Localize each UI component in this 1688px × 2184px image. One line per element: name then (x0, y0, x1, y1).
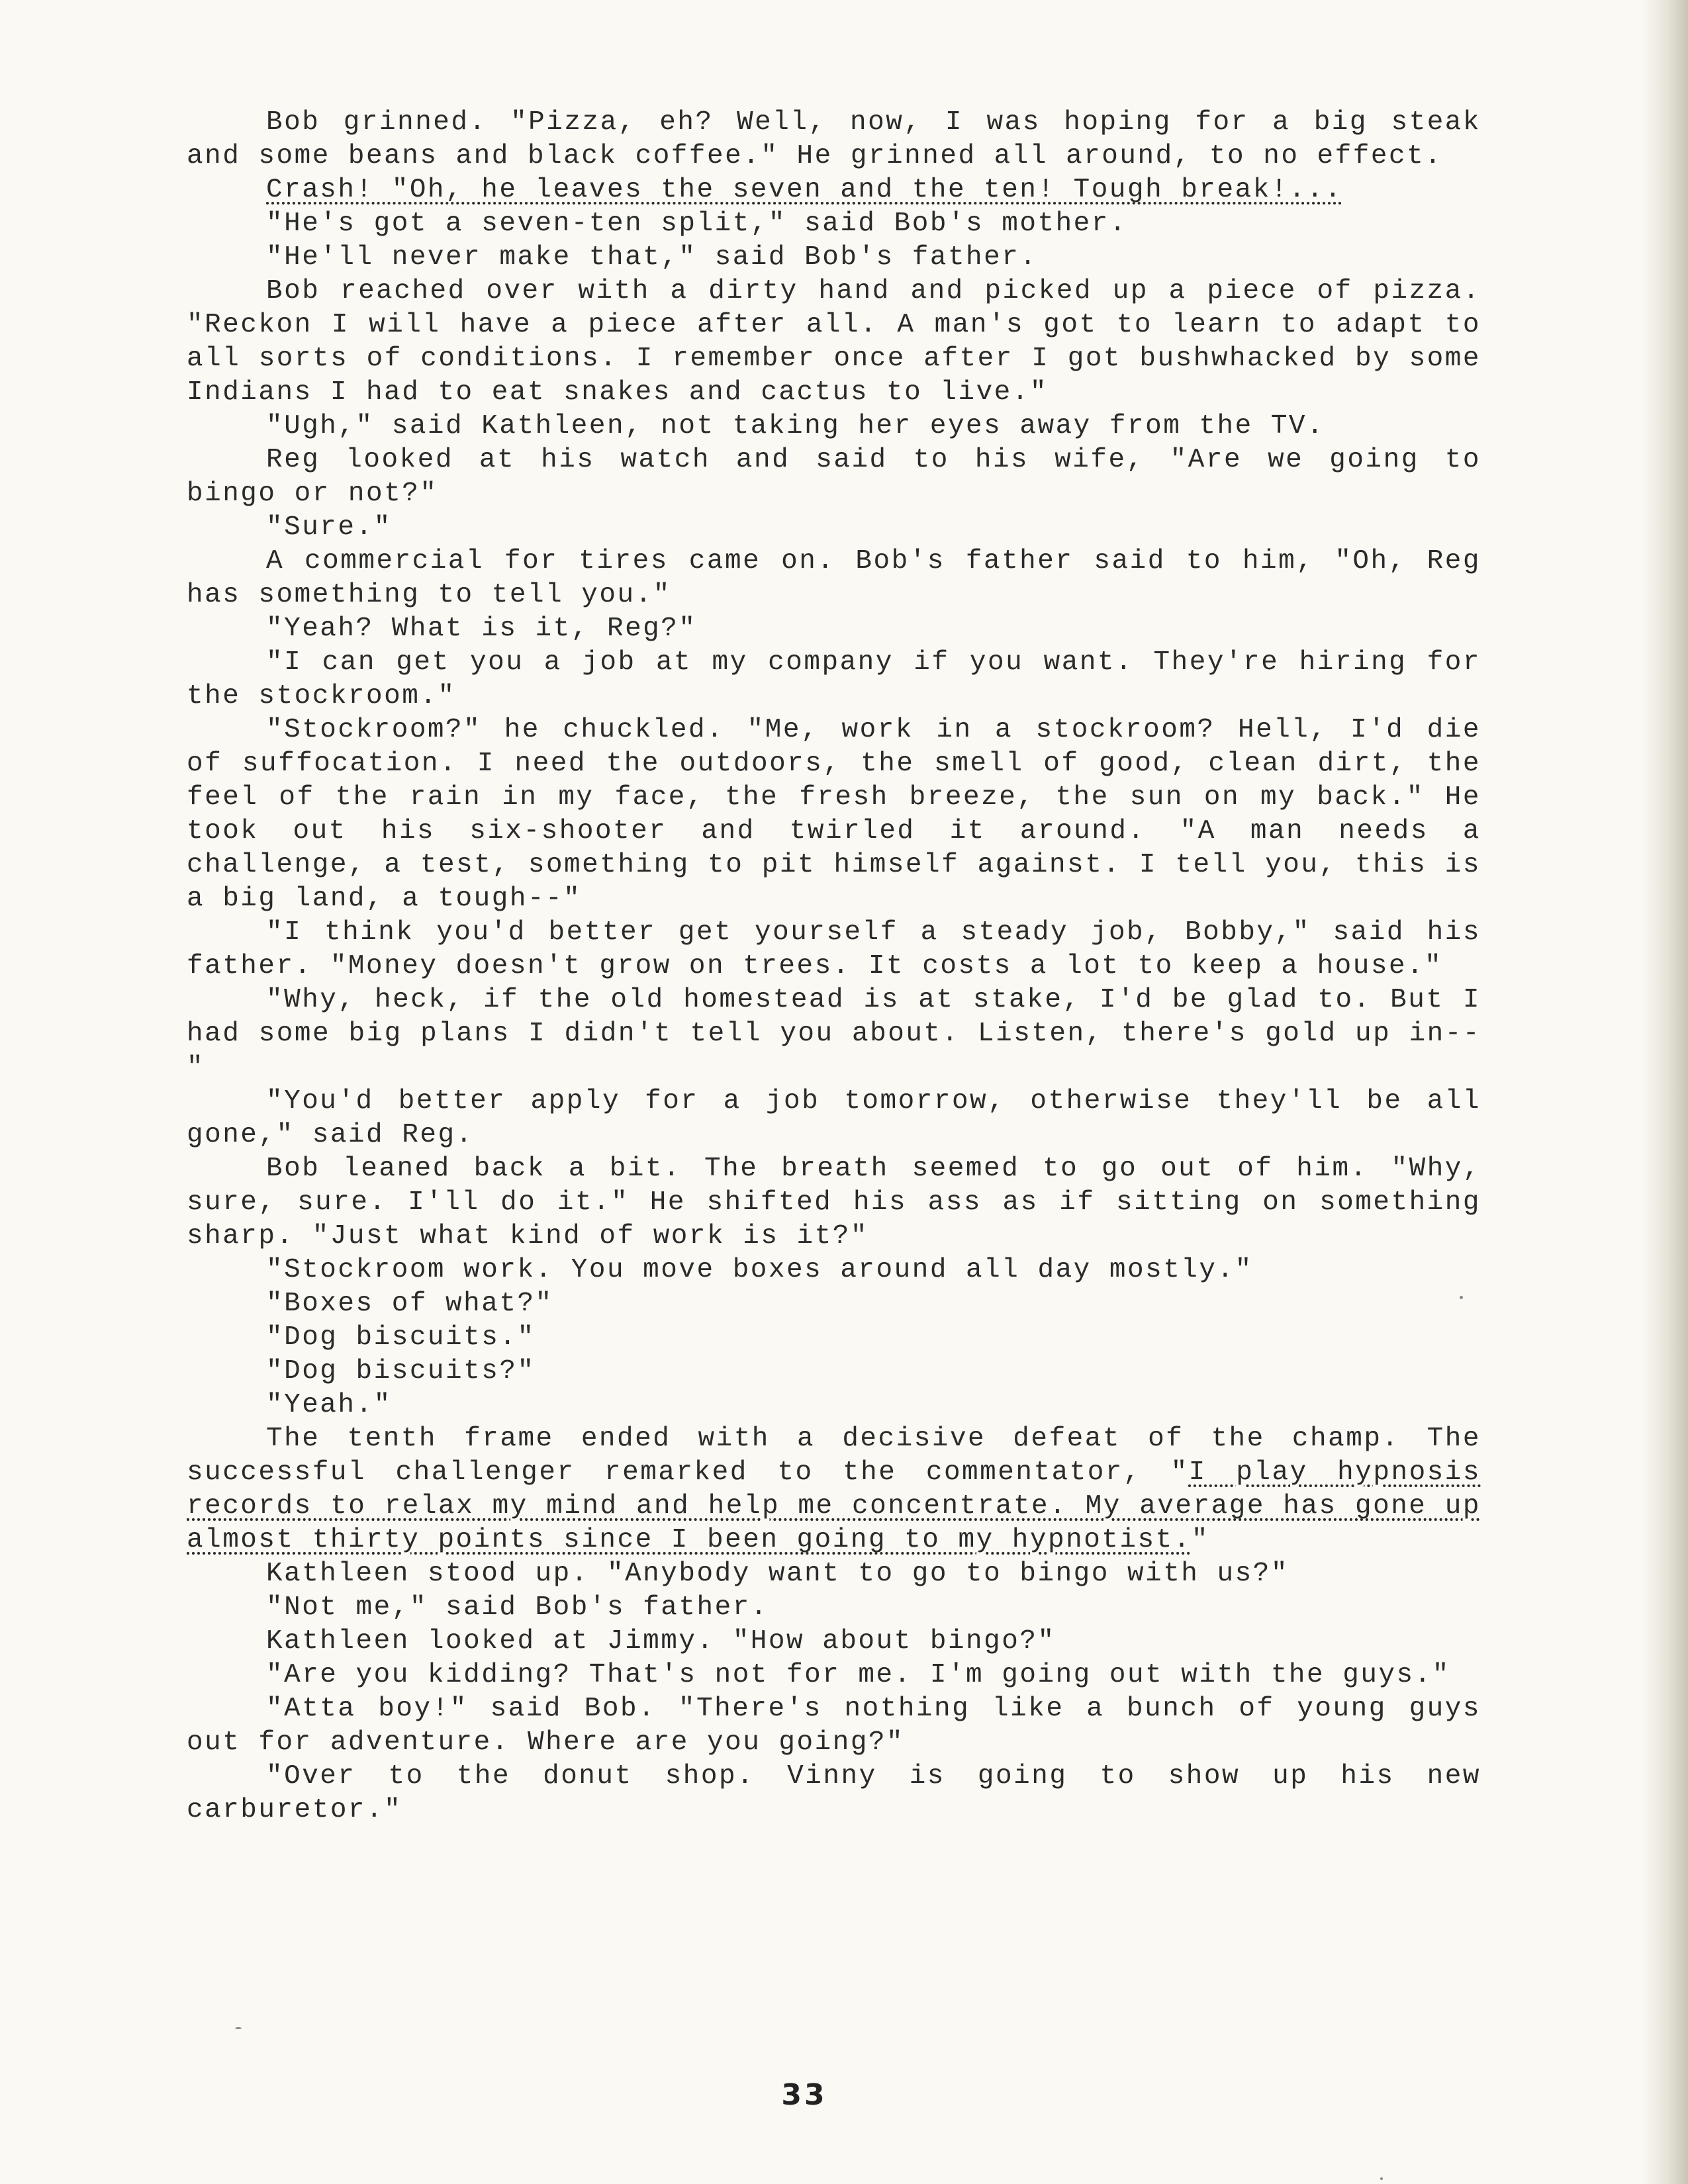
paragraph: "Stockroom?" he chuckled. "Me, work in a stockroom? Hell, I'd die of suffocation. I need the outdoors, the smell of good, clean dirt, the feel of the rain in my face, the fresh breeze, the sun on my back." He took out his six-shooter and twirled it around. "A man needs a challenge, a test, something to pit himself against. I tell you, this is a big land, a tough--" (187, 715, 1481, 914)
paragraph: "Ugh," said Kathleen, not taking her eyes away from the TV. (266, 411, 1325, 441)
paper-speck (1460, 1296, 1463, 1299)
paragraph: "I think you'd better get yourself a steady job, Bobby," said his father. "Money doesn't grow on trees. It costs a lot to keep a house." (187, 917, 1481, 981)
page-binding-shadow (1642, 0, 1688, 2184)
paragraph: "Dog biscuits?" (266, 1356, 536, 1387)
paragraph: "Boxes of what?" (266, 1289, 553, 1319)
paragraph-tv-challenger (187, 1422, 1481, 1557)
underlined-tv-text: I play hypnosis records to relax my mind and help me concentrate. My average has gone up almost thirty points since I been going to my hypnotist. (187, 1457, 1481, 1555)
closing-quote: " (1191, 1525, 1209, 1555)
paragraph: "Over to the donut shop. Vinny is going to show up his new carburetor." (187, 1761, 1481, 1825)
paragraph: "Dog biscuits." (266, 1322, 536, 1353)
paragraph: "Sure." (266, 512, 392, 543)
paragraph: Kathleen looked at Jimmy. "How about bingo?" (266, 1626, 1056, 1657)
paragraph: "Are you kidding? That's not for me. I'm going out with the guys." (266, 1660, 1450, 1690)
paragraph: "You'd better apply for a job tomorrow, otherwise they'll be all gone," said Reg. (187, 1086, 1481, 1150)
paragraph: Bob reached over with a dirty hand and picked up a piece of pizza. "Reckon I will have a piece after all. A man's got to learn to adapt to all sorts of conditions. I remember once after I got bushwhacked by some Indians I had to eat snakes and cactus to live." (187, 276, 1481, 408)
paragraph: Reg looked at his watch and said to his wife, "Are we going to bingo or not?" (187, 445, 1481, 509)
paragraph: Kathleen stood up. "Anybody want to go to bingo with us?" (266, 1559, 1289, 1589)
paragraph: "Why, heck, if the old homestead is at stake, I'd be glad to. But I had some big plans I didn't tell you about. Listen, there's gold up in--" (187, 985, 1481, 1083)
paragraph: Bob leaned back a bit. The breath seemed to go out of him. "Why, sure, sure. I'll do it." He shifted his ass as if sitting on something sharp. "Just what kind of work is it?" (187, 1154, 1481, 1251)
paper-speck (1380, 2177, 1383, 2180)
underlined-tv-text: Crash! "Oh, he leaves the seven and the ten! Tough break!... (266, 175, 1343, 205)
manuscript-text-block (187, 106, 1481, 1827)
paragraph: Bob grinned. "Pizza, eh? Well, now, I was hoping for a big steak and some beans and black coffee." He grinned all around, to no effect. (187, 107, 1481, 171)
paragraph: "He'll never make that," said Bob's father. (266, 242, 1038, 273)
page-number: 33 (781, 2078, 827, 2112)
paragraph: "Yeah." (266, 1390, 392, 1420)
paragraph: "Atta boy!" said Bob. "There's nothing like a bunch of young guys out for adventure. Where are you going?" (187, 1694, 1481, 1758)
paragraph: "I can get you a job at my company if you want. They're hiring for the stockroom." (187, 647, 1481, 711)
paragraph: "Stockroom work. You move boxes around all day mostly." (266, 1255, 1253, 1285)
paragraph: "He's got a seven-ten split," said Bob's mother. (266, 208, 1127, 239)
paragraph: "Not me," said Bob's father. (266, 1592, 769, 1623)
paragraph: A commercial for tires came on. Bob's father said to him, "Oh, Reg has something to tell you." (187, 546, 1481, 610)
paragraph-tv-commentary (187, 173, 1481, 207)
paragraph: "Yeah? What is it, Reg?" (266, 614, 697, 644)
paragraph-lead-text: The tenth frame ended with a decisive defeat of the champ. The successful challenger remarked to the commentator, " (187, 1424, 1481, 1488)
paper-speck (235, 2027, 242, 2029)
